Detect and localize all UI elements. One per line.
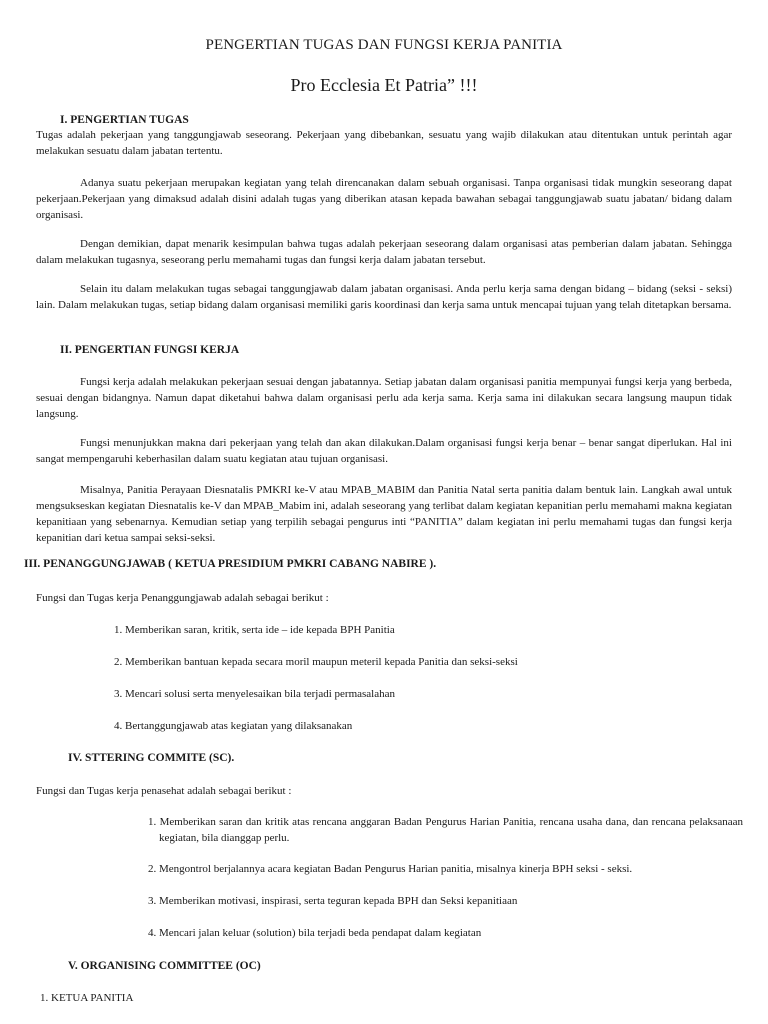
section-1-paragraph-4 — [36, 281, 732, 313]
document-subtitle: Pro Ecclesia Et Patria” !!! — [290, 75, 478, 95]
paragraph-text: Selain itu dalam melakukan tugas sebagai tanggungjawab dalam jabatan organisasi. Anda perlu kerja sama dengan bidang – bidang (seksi - seksi) lain. Dalam melakukan tugas, setiap bidang dalam organisasi memiliki garis koordinasi dan kerja sama untuk mencapai tujuan yang telah ditetapkan bersama. — [36, 283, 732, 311]
paragraph-text: Dengan demikian, dapat menarik kesimpulan bahwa tugas adalah pekerjaan seseorang dalam organisasi atas pemberian dalam jabatan. Sehingga dalam melakukan tugasnya, seseorang perlu memahami tugas dan fungsi kerja dalam jabatan tersebut. — [36, 238, 732, 266]
section-3-list-item: 3. Mencari solusi serta menyelesaikan bila terjadi permasalahan — [114, 688, 396, 700]
section-1-paragraph-3 — [36, 236, 732, 268]
section-2-heading: II. PENGERTIAN FUNGSI KERJA — [60, 344, 240, 356]
section-4-intro: Fungsi dan Tugas kerja penasehat adalah sebagai berikut : — [36, 785, 292, 797]
document-title: PENGERTIAN TUGAS DAN FUNGSI KERJA PANITIA — [205, 37, 563, 53]
paragraph-text: Tugas adalah pekerjaan yang tanggungjawab seseorang. Pekerjaan yang dibebankan, sesuatu yang wajib dilakukan atau ditentukan untuk perintah agar melakukan sesuatu dalam jabatan tertentu. — [36, 129, 732, 157]
section-2-paragraph-3 — [36, 482, 732, 546]
section-1-paragraph-2 — [36, 175, 732, 223]
paragraph-text: Fungsi kerja adalah melakukan pekerjaan sesuai dengan jabatannya. Setiap jabatan dalam organisasi panitia mempunyai fungsi kerja yang berbeda, sesuai dengan bidangnya. Namun dapat diketahui bahwa dalam organisasi perlu ada kerja sama. Kerja sama ini dilakukan secara langsung maupun tidak langsung. — [36, 376, 732, 420]
section-3-list-item: 2. Memberikan bantuan kepada secara moril maupun meteril kepada Panitia dan seksi-seksi — [114, 656, 518, 668]
section-2-paragraph-1 — [36, 374, 732, 422]
paragraph-text: Fungsi menunjukkan makna dari pekerjaan yang telah dan akan dilakukan.Dalam organisasi fungsi kerja benar – benar sangat diperlukan. Hal ini sangat mempengaruhi keberhasilan dalam suatu kegiatan atau tujuan organisasi. — [36, 437, 732, 465]
paragraph-text: Misalnya, Panitia Perayaan Diesnatalis PMKRI ke-V atau MPAB_MABIM dan Panitia Natal serta panitia dalam bentuk lain. Langkah awal untuk mengsukseskan kegiatan Diesnatalis ke-V dan MPAB_Mabim ini, adalah seseorang yang terlibat dalam kegiatan kepanitian perlu memahami makna kegiatan kepanitiaan yang sebenarnya. Kemudian setiap yang terpilih sebagai pengurus inti “PANITIA” dalam kegiatan ini perlu memahami tugas dan fungsi kerja kepanitian dari ketua sampai seksi-seksi. — [36, 484, 732, 544]
section-4-list-item: 3. Memberikan motivasi, inspirasi, serta teguran kepada BPH dan Seksi kepanitiaan — [148, 895, 518, 907]
paragraph-text: Adanya suatu pekerjaan merupakan kegiatan yang telah direncanakan dalam sebuah organisasi. Tanpa organisasi tidak mungkin seseorang dapat pekerjaan.Pekerjaan yang dimaksud adalah disini adalah tugas yang diberikan atasan kepada bawahan sebagai tanggungjawab suatu jabatan/ bidang dalam organisasi. — [36, 177, 732, 221]
section-1-heading: I. PENGERTIAN TUGAS — [60, 114, 189, 126]
section-4-list-item: 1. Memberikan saran dan kritik atas rencana anggaran Badan Pengurus Harian Panitia, rencana usaha dana, dan rencana pelaksanaan kegiatan, bila dianggap perlu. — [148, 816, 743, 844]
section-2-paragraph-2 — [36, 435, 732, 467]
section-4-list-item: 4. Mencari jalan keluar (solution) bila terjadi beda pendapat dalam kegiatan — [148, 927, 482, 939]
section-3-intro: Fungsi dan Tugas kerja Penanggungjawab adalah sebagai berikut : — [36, 592, 329, 604]
section-3-list-item: 4. Bertanggungjawab atas kegiatan yang dilaksanakan — [114, 720, 353, 732]
section-4-heading: IV. STTERING COMMITE (SC). — [68, 752, 235, 764]
section-3-list-item: 1. Memberikan saran, kritik, serta ide – ide kepada BPH Panitia — [114, 624, 395, 636]
section-5-heading: V. ORGANISING COMMITTEE (OC) — [68, 960, 261, 972]
section-5-list-item: 1. KETUA PANITIA — [40, 992, 134, 1004]
section-3-heading: III. PENANGGUNGJAWAB ( KETUA PRESIDIUM PMKRI CABANG NABIRE ). — [24, 558, 437, 570]
section-4-list-item: 2. Mengontrol berjalannya acara kegiatan Badan Pengurus Harian panitia, misalnya kinerja BPH seksi - seksi. — [148, 863, 633, 875]
section-1-paragraph-1 — [36, 127, 732, 159]
